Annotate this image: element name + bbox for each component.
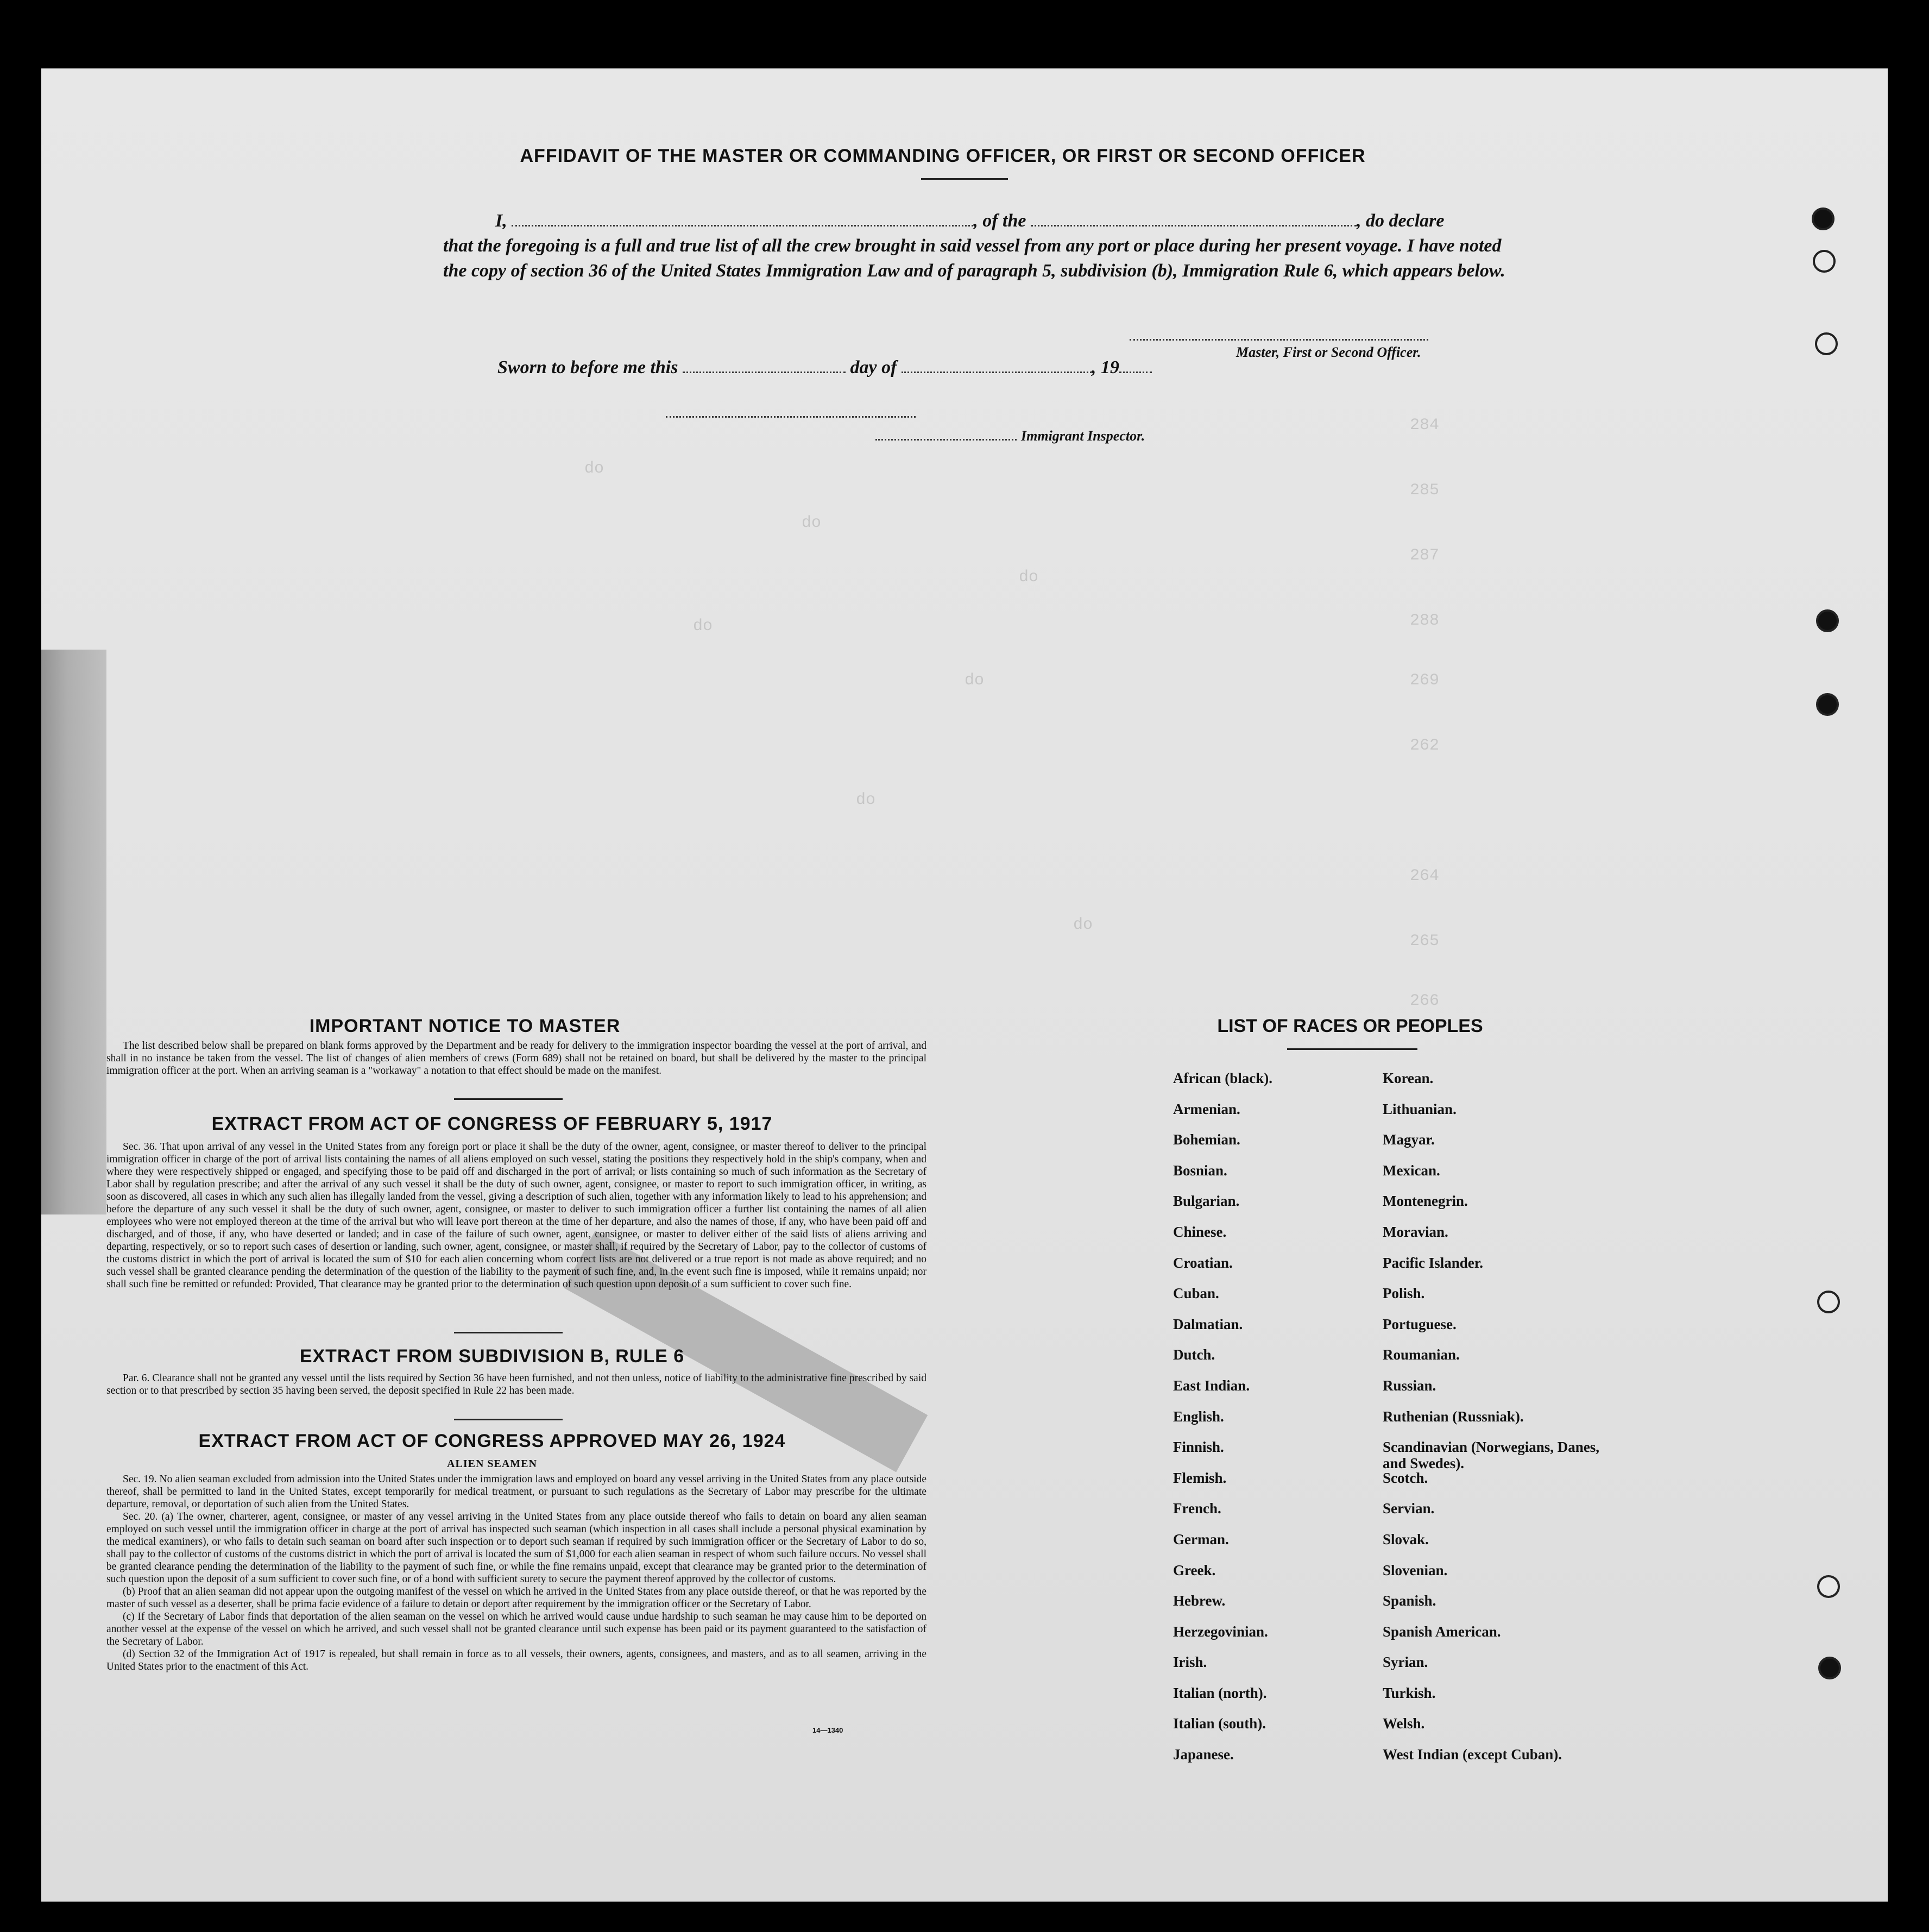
extract-1917-heading: EXTRACT FROM ACT OF CONGRESS OF FEBRUARY 5, 1917: [211, 1113, 773, 1134]
race-item: Chinese.: [1173, 1223, 1227, 1240]
sec-20-b: (b) Proof that an alien seaman did not appear upon the outgoing manifest of the vessel on which he arrived in the United States from any place outside thereof, or that he was reported by the master of such vessel as a deserter, shall be prima facie evidence of a failure to detain or deport after requirement by the immigration officer or the Secretary of Labor.: [106, 1586, 926, 1610]
binder-hole: [1815, 332, 1838, 355]
race-item: West Indian (except Cuban).: [1383, 1746, 1562, 1763]
name-blank[interactable]: [512, 224, 973, 226]
sworn-prefix: Sworn to before me this: [497, 357, 678, 377]
form-number: 14—1340: [812, 1726, 843, 1734]
divider: [1287, 1048, 1417, 1050]
notice-body: The list described below shall be prepared on blank forms approved by the Department and be ready for delivery to the immigration inspector boarding the vessel at the port of arrival, and shall in no instance be taken from the vessel. The list of changes of alien members of crews (Form 689) shall not be retained on board, but shall be delivered by the master to the principal immigration officer at the port. When an arriving seaman is a "workaway" a notation to that effect should be made on the manifest.: [106, 1040, 926, 1077]
document-page: 284 285 287 288 269 262 264 265 266 do do do do do do do AFFIDAVIT OF THE MASTER OR COMMANDING OFFICER, OR FIRST OR SECOND OFFICER I, , of the , do declare that the foregoing is a full and true list of all the crew brought in said vessel from any port or place during her present voyage. I have noted the copy of section 36 of the United States Immigration Law and of paragraph 5, subdivision (b), Immigration Rule 6, which appears below. Master, First or Second Officer. Sworn to before me this day of , 19 Immigrant Inspector. IMPORTANT NOTICE TO MASTER The list described below shall be prepared on blank forms approved by the Department and be ready for delivery to the immigration inspector boarding the vessel at the port of arrival, and shall in no instance be taken from the vessel. The list of changes of alien members of crews (Form 689) shall not be retained on board, but shall be delivered by the master to the principal immigration officer at the port. When an arriving seaman is a "workaway" a notation to that effect should be made on the manifest. EXTRACT FROM ACT OF CONGRESS OF FEBRUARY 5, 1917 Sec. 36. That upon arrival of any vessel in the United States from any foreign port or place it shall be the duty of the owner, agent, consignee, or master thereof to deliver to the principal immigration officer in charge of the port of arrival lists containing the names of all aliens employed on such vessel, stating the positions they respectively hold in the ship's company, when and where they were respectively shipped or engaged, and specifying those to be paid off and discharged in the port of arrival; or lists containing so much of such information as the Secretary of Labor shall by regulation prescribe; and after the arrival of any such vessel it shall be the duty of such owner, agent, consignee, or master to report to such immigration officer, in writing, as soon as discovered, all cases in which any such alien has illegally landed from the vessel, giving a description of such alien, together with any information likely to lead to his apprehension; and before the departure of any such vessel it shall be the duty of such owner, agent, consignee, or master to deliver to such immigration officer a further list containing the names of all alien employees who were not employed thereon at the time of the arrival but who will leave port thereon at the time of her departure, and also the names of those, if any, who have been paid off and discharged, and of those, if any, who have deserted or landed; and in case of the failure of such owner, agent, consignee, or master to deliver either of the said lists of aliens arriving and departing, respectively, or so to report such cases of desertion or landing, such owner, agent, consignee, or master shall, if required by the Secretary of Labor, pay to the collector of customs of the customs district in which the port of arrival is located the sum of $10 for each alien concerning whom correct lists are not delivered or a true report is not made as above required; and no such vessel shall be granted clearance pending the determination of the question of the liability to the payment of such fine, and, in the event such fine is imposed, while it remains unpaid; nor shall such fine be remitted or refunded: Provided, That clearance may be granted prior to the determination of such question upon deposit of a sum sufficient to cover such fine. EXTRACT FROM SUBDIVISION B, RULE 6 Par. 6. Clearance shall not be granted any vessel until the lists required by Section 36 have been furnished, and not then unless, notice of liability to the administrative fine prescribed by said section or to that prescribed by section 35 having been served, the deposit specified in Rule 22 has been made. EXTRACT FROM ACT OF CONGRESS APPROVED MAY 26, 1924 ALIEN SEAMEN Sec. 19. No alien seaman excluded from admission into the United States under the immigration laws and employed on board any vessel arriving in the United States from any place outside thereof, shall be permitted to land in the United States, except temporarily for medical treatment, or pursuant to such regulations as the Secretary of Labor may prescribe for the ultimate departure, removal, or deportation of such alien from the United States. Sec. 20. (a) The owner, charterer, agent, consignee, or master of any vessel arriving in the United States from any place outside thereof who fails to detain on board any alien seaman employed on such vessel until the immigration officer in charge at the port of arrival has inspected such seaman (which inspection in all cases shall include a personal physical examination by the medical examiners), or who fails to detain such seaman on board after such inspection or to deport such seaman if required by such immigration officer or the Secretary of Labor to do so, shall pay to the collector of customs of the customs district in which the port of arrival is located the sum of $1,000 for each alien seaman in respect of whom such failure occurs. No vessel shall be granted clearance pending the determination of the liability to the payment of such fine, or while the fine remains unpaid, except that clearance may be granted prior to the determination of such question upon the deposit of a sum sufficient to cover such fine, or of a bond with sufficient surety to secure the payment thereof approved by the collector of customs. (b) Proof that an alien seaman did not appear upon the outgoing manifest of the vessel on which he arrived in the United States from any place outside thereof, or that he was reported by the master of such vessel as a deserter, shall be prima facie evidence of a failure to detain or deport after requirement by the immigration officer or the Secretary of Labor. (c) If the Secretary of Labor finds that deportation of the alien seaman on the vessel on which he arrived would cause undue hardship to such seaman he may cause him to be deported on another vessel at the expense of the vessel on which he arrived, and such vessel shall not be granted clearance until such expense has been paid or its payment guaranteed to the satisfaction of the Secretary of Labor. (d) Section 32 of the Immigration Act of 1917 is repealed, but shall remain in force as to all vessels, their owners, agents, consignees, and masters, and as to all seamen, arriving in the United States prior to the enactment of this Act. 14—1340 LIST OF RACES OR PEOPLES African (black). Armenian. Bohemian. Bosnian. Bulgarian. Chinese. Croatian. Cuban. Dalmatian. Dutch. East Indian. English. Finnish. Flemish. French. German. Greek. Hebrew. Herzegovinian. Irish. Italian (north). Italian (south). Japanese. Korean. Lithuanian. Magyar. Mexican. Montenegrin. Moravian. Pacific Islander. Polish. Portuguese. Roumanian. Russian. Ruthenian (Russniak). Scandinavian (Norwegians, Danes, and Swedes). Scotch. Servian. Slovak. Slovenian. Spanish. Spanish American. Syrian. Turkish. Welsh. West Indian (except Cuban).: [41, 68, 1888, 1902]
signature-label: Master, First or Second Officer.: [1236, 344, 1421, 360]
signature-line[interactable]: [1130, 339, 1428, 341]
race-item: Bosnian.: [1173, 1162, 1227, 1179]
binder-hole: [1817, 1575, 1840, 1598]
year-prefix: , 19: [1091, 357, 1119, 377]
do-declare-label: , do declare: [1357, 211, 1445, 231]
vessel-blank[interactable]: [1031, 224, 1357, 226]
binder-hole: [1818, 1657, 1841, 1679]
sworn-line: [497, 357, 1152, 378]
race-item: Spanish American.: [1383, 1623, 1501, 1640]
race-item: Polish.: [1383, 1285, 1425, 1302]
extract-1924-body: [106, 1473, 926, 1673]
race-item: Herzegovinian.: [1173, 1623, 1268, 1640]
race-item: Japanese.: [1173, 1746, 1234, 1763]
race-item: Welsh.: [1383, 1715, 1425, 1732]
race-item: Dalmatian.: [1173, 1316, 1243, 1332]
affidavit-body: [443, 209, 1518, 284]
race-item: Moravian.: [1383, 1223, 1448, 1240]
sec-20-d: (d) Section 32 of the Immigration Act of 1917 is repealed, but shall remain in force as to all vessels, their owners, agents, consignees, and masters, and as to all seamen, arriving in the United States prior to the enactment of this Act.: [106, 1648, 926, 1672]
inspector-line: [875, 428, 1145, 444]
extract-1924-heading: EXTRACT FROM ACT OF CONGRESS APPROVED MAY 26, 1924: [198, 1431, 786, 1451]
races-heading: LIST OF RACES OR PEOPLES: [1217, 1016, 1483, 1036]
inspector-label: Immigrant Inspector.: [1021, 428, 1145, 444]
affidavit-text: that the foregoing is a full and true list of all the crew brought in said vessel from any port or place during her present voyage. I have noted the copy of section 36 of the United States Immigration Law and of paragraph 5, subdivision (b), Immigration Rule 6, which appears below.: [443, 236, 1505, 281]
race-item: Servian.: [1383, 1500, 1435, 1517]
race-item: Turkish.: [1383, 1684, 1436, 1701]
race-item: Italian (south).: [1173, 1715, 1266, 1732]
race-item: Bohemian.: [1173, 1131, 1240, 1148]
race-item: Bulgarian.: [1173, 1193, 1240, 1210]
race-item: French.: [1173, 1500, 1221, 1517]
race-item: Russian.: [1383, 1377, 1436, 1394]
sworn-day-blank[interactable]: [683, 371, 846, 373]
races-right-column: [1383, 1070, 1611, 1777]
sec-19: Sec. 19. No alien seaman excluded from admission into the United States under the immigration laws and employed on board any vessel arriving in the United States from any place outside thereof, shall be permitted to land in the United States, except temporarily for medical treatment, or pursuant to such regulations as the Secretary of Labor may prescribe for the ultimate departure, removal, or deportation of such alien from the United States.: [106, 1474, 926, 1510]
extract-1917-body: Sec. 36. That upon arrival of any vessel in the United States from any foreign port or place it shall be the duty of the owner, agent, consignee, or master thereof to deliver to the principal immigration officer in charge of the port of arrival lists containing the names of all aliens employed on such vessel, stating the positions they respectively hold in the ship's company, when and where they were respectively shipped or engaged, and specifying those to be paid off and discharged in the port of arrival; or lists containing so much of such information as the Secretary of Labor shall by regulation prescribe; and after the arrival of any such vessel it shall be the duty of such owner, agent, consignee, or master to report to such immigration officer, in writing, as soon as discovered, all cases in which any such alien has illegally landed from the vessel, giving a description of such alien, together with any information likely to lead to his apprehension; and before the departure of any such vessel it shall be the duty of such owner, agent, consignee, or master to deliver to such immigration officer a further list containing the names of all alien employees who were not employed thereon at the time of the arrival but who will leave port thereon at the time of her departure, and also the names of those, if any, who have been paid off and discharged, and of those, if any, who have deserted or landed; and in case of the failure of such owner, agent, consignee, or master to deliver either of the said lists of aliens arriving and departing, respectively, or so to report such cases of desertion or landing, such owner, agent, consignee, or master shall, if required by the Secretary of Labor, pay to the collector of customs of the customs district in which the port of arrival is located the sum of $10 for each alien concerning whom correct lists are not delivered or a true report is not made as above required; and no such vessel shall be granted clearance pending the determination of the question of the liability to the payment of such fine, and, in the event such fine is imposed, while it remains unpaid; nor shall such fine be remitted or refunded: Provided, That clearance may be granted prior to the determination of such question upon deposit of a sum sufficient to cover such fine.: [106, 1141, 926, 1290]
binder-hole: [1812, 207, 1835, 230]
race-item: Finnish.: [1173, 1439, 1224, 1456]
race-item: Croatian.: [1173, 1254, 1233, 1271]
race-item: Magyar.: [1383, 1131, 1435, 1148]
alien-seamen-subheading: ALIEN SEAMEN: [447, 1458, 537, 1470]
race-item: Lithuanian.: [1383, 1100, 1457, 1117]
race-item: Slovenian.: [1383, 1562, 1448, 1578]
race-item: African (black).: [1173, 1070, 1272, 1086]
race-item: Syrian.: [1383, 1654, 1428, 1671]
race-item: Italian (north).: [1173, 1684, 1267, 1701]
race-item: Dutch.: [1173, 1346, 1215, 1363]
binder-hole: [1816, 693, 1839, 716]
day-of-label: day of: [850, 357, 897, 377]
race-item: Pacific Islander.: [1383, 1254, 1483, 1271]
notice-heading: IMPORTANT NOTICE TO MASTER: [309, 1016, 621, 1036]
race-item: Slovak.: [1383, 1531, 1429, 1547]
race-item: Montenegrin.: [1383, 1193, 1468, 1210]
binder-hole: [1816, 609, 1839, 632]
race-item: Mexican.: [1383, 1162, 1440, 1179]
binder-hole: [1817, 1291, 1840, 1313]
race-item: English.: [1173, 1408, 1224, 1425]
race-item: Flemish.: [1173, 1469, 1227, 1486]
race-item: East Indian.: [1173, 1377, 1250, 1394]
race-item: Scotch.: [1383, 1469, 1428, 1486]
race-item: Irish.: [1173, 1654, 1207, 1671]
affidavit-heading: AFFIDAVIT OF THE MASTER OR COMMANDING OFFICER, OR FIRST OR SECOND OFFICER: [520, 146, 1366, 166]
extract-rule6-heading: EXTRACT FROM SUBDIVISION B, RULE 6: [299, 1346, 685, 1367]
inspector-signature-line-1[interactable]: [666, 416, 916, 418]
race-item: Armenian.: [1173, 1100, 1240, 1117]
race-item: Korean.: [1383, 1070, 1434, 1086]
i-label: I,: [495, 211, 507, 231]
race-item: Cuban.: [1173, 1285, 1219, 1302]
of-the-label: , of the: [973, 211, 1026, 231]
race-item: Ruthenian (Russniak).: [1383, 1408, 1524, 1425]
races-left-column: [1173, 1070, 1369, 1777]
tape-residue-left: [41, 650, 106, 1214]
divider: [454, 1419, 563, 1420]
divider: [454, 1332, 563, 1333]
race-item: Scandinavian (Norwegians, Danes, and Swedes).: [1383, 1439, 1600, 1472]
sworn-month-blank[interactable]: [902, 371, 1092, 373]
affidavit-declaration-line: [443, 209, 1518, 234]
race-item: German.: [1173, 1531, 1229, 1547]
sec-20-a: Sec. 20. (a) The owner, charterer, agent, consignee, or master of any vessel arriving in the United States from any place outside thereof who fails to detain on board any alien seaman employed on such vessel until the immigration officer in charge at the port of arrival has inspected such seaman (which inspection in all cases shall include a personal physical examination by the medical examiners), or who fails to detain such seaman on board after such inspection or to deport such seaman if required by such immigration officer or the Secretary of Labor to do so, shall pay to the collector of customs of the customs district in which the port of arrival is located the sum of $1,000 for each alien seaman in respect of whom such failure occurs. No vessel shall be granted clearance pending the determination of the liability to the payment of such fine, or while the fine remains unpaid, except that clearance may be granted prior to the determination of such question upon the deposit of a sum sufficient to cover such fine, or of a bond with sufficient surety to secure the payment thereof approved by the collector of customs.: [106, 1511, 926, 1585]
race-item: Spanish.: [1383, 1593, 1436, 1609]
race-item: Hebrew.: [1173, 1593, 1226, 1609]
race-item: Roumanian.: [1383, 1346, 1460, 1363]
binder-hole: [1813, 250, 1836, 273]
race-item: Portuguese.: [1383, 1316, 1457, 1332]
divider: [921, 178, 1008, 180]
race-item: Greek.: [1173, 1562, 1216, 1578]
divider: [454, 1098, 563, 1100]
sec-20-c: (c) If the Secretary of Labor finds that deportation of the alien seaman on the vessel on which he arrived would cause undue hardship to such seaman he may cause him to be deported on another vessel at the expense of the vessel on which he arrived, and such vessel shall not be granted clearance until such expense has been paid or its payment guaranteed to the satisfaction of the Secretary of Labor.: [106, 1611, 926, 1647]
sworn-year-blank[interactable]: [1119, 371, 1152, 373]
inspector-signature-line-2[interactable]: [875, 439, 1017, 440]
extract-rule6-body: Par. 6. Clearance shall not be granted any vessel until the lists required by Section 36 have been furnished, and not then unless, notice of liability to the administrative fine prescribed by said section or to that prescribed by section 35 having been served, the deposit specified in Rule 22 has been made.: [106, 1373, 926, 1396]
